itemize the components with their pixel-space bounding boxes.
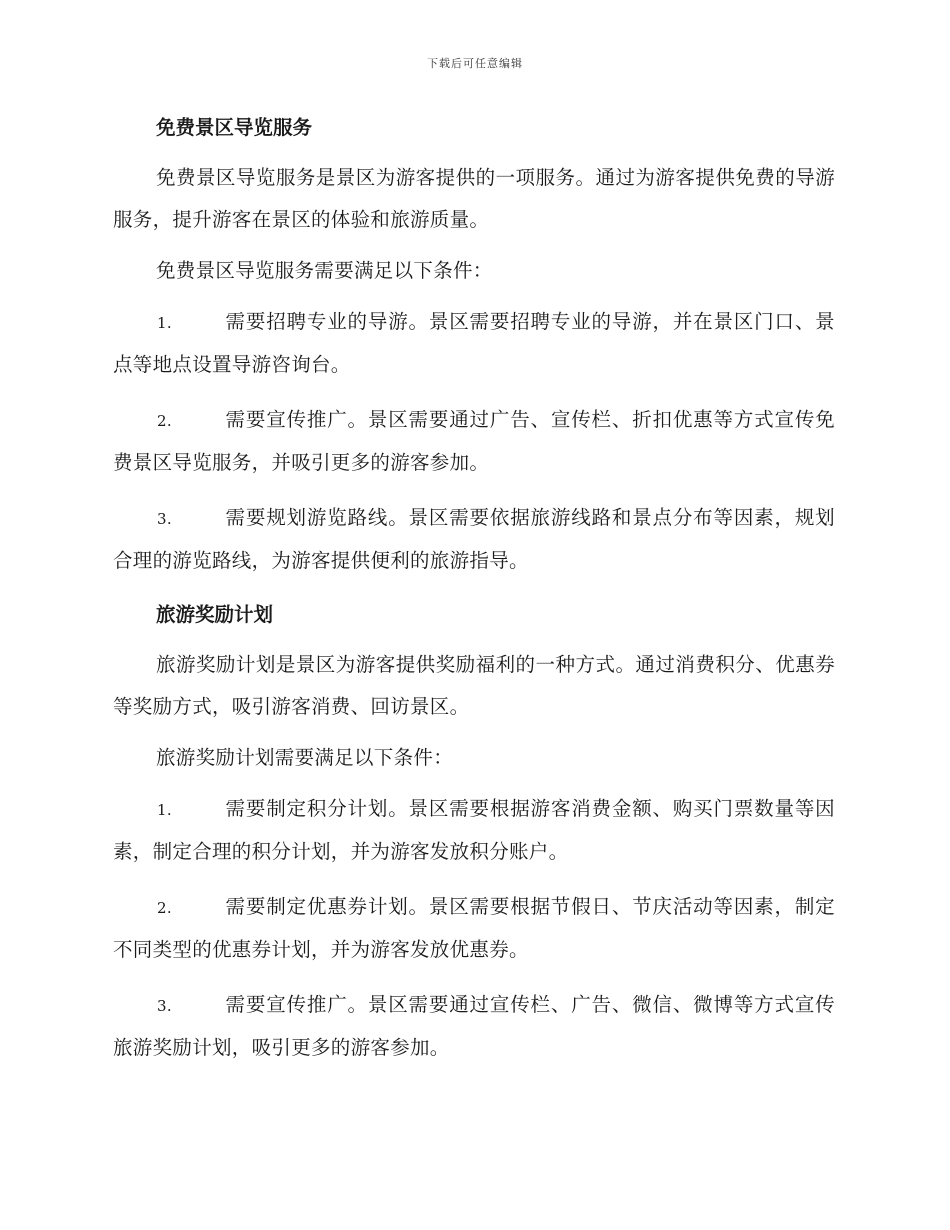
list-item-text: 需要招聘专业的导游。景区需要招聘专业的导游，并在景区门口、景点等地点设置导游咨询台。 [113,310,835,376]
section2-list-item [113,984,835,1069]
section1-list-item [113,301,835,386]
list-item-number: 1. [157,801,172,819]
list-item-number: 2. [157,412,172,430]
section1-list-item [113,399,835,484]
list-item-number: 1. [157,314,172,332]
section1-list-item [113,497,835,582]
list-item-text: 需要规划游览路线。景区需要依据旅游线路和景点分布等因素，规划合理的游览路线，为游客提供便利的旅游指导。 [113,506,835,572]
section2-list-item [113,788,835,873]
section1-intro: 免费景区导览服务是景区为游客提供的一项服务。通过为游客提供免费的导游服务，提升游客在景区的体验和旅游质量。 [113,166,835,231]
section1-heading: 免费景区导览服务 [156,116,313,139]
page-header-note: 下载后可任意编辑 [427,57,523,70]
list-item-number: 3. [157,997,172,1015]
list-item-number: 2. [157,899,172,917]
document-body [113,108,835,1082]
section2-heading: 旅游奖励计划 [156,603,274,626]
list-item-text: 需要制定优惠券计划。景区需要根据节假日、节庆活动等因素，制定不同类型的优惠券计划，并为游客发放优惠券。 [113,895,835,961]
section2-conditions-lead: 旅游奖励计划需要满足以下条件： [156,746,454,769]
section1-conditions-lead: 免费景区导览服务需要满足以下条件： [156,259,493,282]
list-item-text: 需要宣传推广。景区需要通过广告、宣传栏、折扣优惠等方式宣传免费景区导览服务，并吸引更多的游客参加。 [113,408,835,474]
list-item-number: 3. [157,510,172,528]
list-item-text: 需要宣传推广。景区需要通过宣传栏、广告、微信、微博等方式宣传旅游奖励计划，吸引更多的游客参加。 [113,993,835,1059]
section2-intro: 旅游奖励计划是景区为游客提供奖励福利的一种方式。通过消费积分、优惠券等奖励方式，吸引游客消费、回访景区。 [113,653,835,718]
section2-list-item [113,886,835,971]
list-item-text: 需要制定积分计划。景区需要根据游客消费金额、购买门票数量等因素，制定合理的积分计划，并为游客发放积分账户。 [113,797,835,863]
